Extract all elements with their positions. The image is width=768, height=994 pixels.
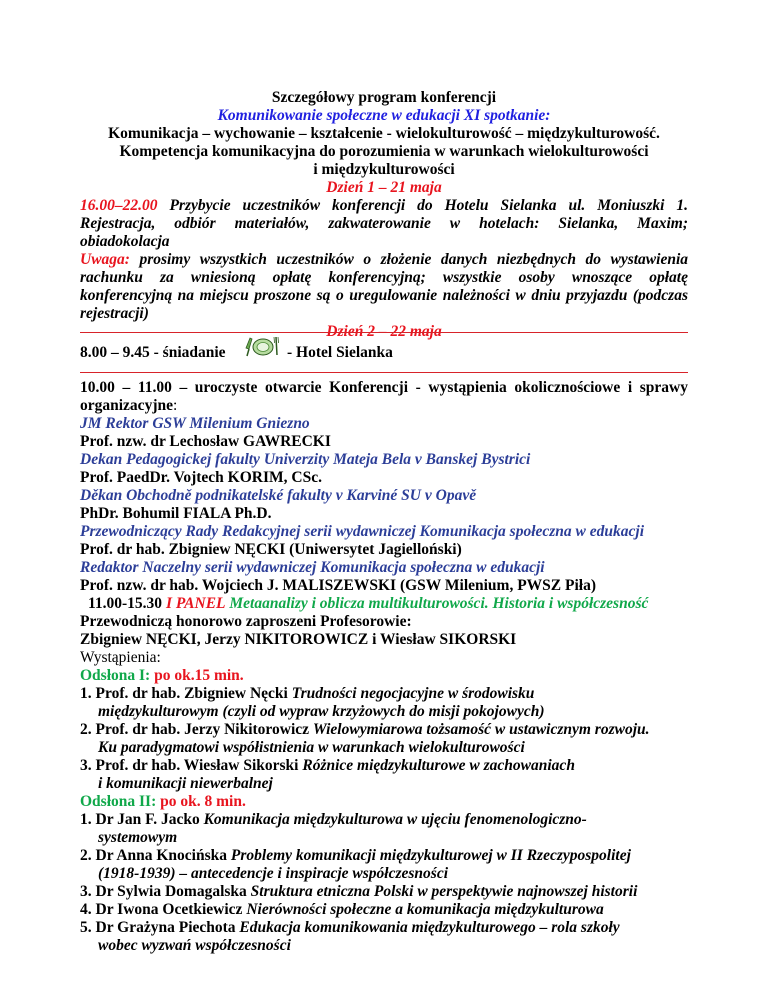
speaker-role-5: Redaktor Naczelny serii wydawniczej Komunikacja społeczna w edukacji [80, 559, 545, 576]
speaker-role-1: JM Rektor GSW Milenium Gniezno [80, 415, 310, 432]
opening-line-1: 10.00 – 11.00 – uroczyste otwarcie Konferencji - wystąpienia okolicznościowe i sprawy [80, 379, 688, 396]
program-title: Szczegółowy program konferencji [271, 89, 497, 106]
s2-talk-1-name: Dr Jan F. Jacko [95, 811, 200, 828]
note-line-1 [80, 251, 688, 269]
note-line-2: rachunku za wniesioną opłatę konferencyjną; wszystkie osoby wnoszące opłatę [80, 269, 688, 286]
talks-label: Wystąpienia: [80, 649, 161, 666]
s1-talk-3-cont: i komunikacji niewerbalnej [98, 775, 273, 792]
s2-talk-3-title: Struktura etniczna Polski w perspektywie najnowszej historii [250, 883, 638, 900]
panel-line [88, 595, 648, 613]
s2-talk-2 [80, 847, 631, 865]
note-line-4: rejestracji) [80, 305, 149, 322]
opening-text-2: organizacyjne [80, 397, 173, 414]
s1-talk-2-cont: Ku paradygmatowi współistnienia w warunkach wielokulturowości [98, 739, 525, 756]
day1-time: 16.00–22.00 [80, 197, 158, 214]
day2-heading: Dzień 2 – 22 maja [326, 323, 442, 340]
theme-line-2: Kompetencja komunikacyjna do porozumienia w warunkach wielokulturowości [119, 143, 649, 160]
s2-talk-4-name: Dr Iwona Ocetkiewicz [95, 901, 243, 918]
s1-talk-3-title: Różnice międzykulturowe w zachowaniach [302, 757, 575, 774]
s1-talk-1-name: Prof. dr hab. Zbigniew Nęcki [95, 685, 288, 702]
s2-talk-4-num: 4. [80, 901, 92, 918]
speaker-role-3: Děkan Obchodně podnikatelské fakulty v Karviné SU v Opavě [80, 487, 477, 504]
panel-time: 11.00-15.30 [88, 595, 163, 612]
speaker-name-5: Prof. nzw. dr hab. Wojciech J. MALISZEWSKI (GSW Milenium, PWSZ Piła) [80, 577, 597, 594]
s2-talk-4 [80, 901, 604, 919]
s2-talk-3-name: Dr Sylwia Domagalska [95, 883, 247, 900]
divider-bottom [80, 372, 688, 373]
opening-colon: : [172, 397, 178, 414]
s2-talk-5-cont: wobec wyzwań współczesności [98, 937, 291, 954]
theme-line-1: Komunikacja – wychowanie – kształcenie - wielokulturowość – międzykulturowość. [108, 125, 660, 142]
session2-label: Odsłona II: [80, 793, 157, 810]
note-line-3: konferencyjną na miejscu proszone są o uregulowanie należności w dniu przyjazdu (podczas [80, 287, 688, 304]
s1-talk-1-cont: międzykulturowym (czyli od wypraw krzyżowych do misji pokojowych) [98, 703, 545, 720]
divider-top [80, 332, 688, 333]
s1-talk-3-num: 3. [80, 757, 92, 774]
s2-talk-5-num: 5. [80, 919, 92, 936]
session2-duration: po ok. 8 min. [160, 793, 246, 810]
speaker-name-2: Prof. PaedDr. Vojtech KORIM, CSc. [80, 469, 322, 486]
s2-talk-3-num: 3. [80, 883, 92, 900]
s1-talk-1 [80, 685, 534, 703]
note-label: Uwaga: [80, 251, 130, 268]
s2-talk-1-num: 1. [80, 811, 92, 828]
day1-line-3: obiadokolacja [80, 233, 170, 250]
s1-talk-3 [80, 757, 575, 775]
s1-talk-2-name: Prof. dr hab. Jerzy Nikitorowicz [95, 721, 310, 738]
breakfast-right: - Hotel Sielanka [287, 344, 393, 361]
panel-label: I PANEL [165, 595, 226, 612]
day1-text-1: Przybycie uczestników konferencji do Hotelu Sielanka ul. Moniuszki 1. [169, 197, 688, 214]
opening-line-2 [80, 397, 177, 415]
note-text-1: prosimy wszystkich uczestników o złożenie danych niezbędnych do wystawienia [139, 251, 689, 268]
speaker-role-2: Dekan Pedagogickej fakulty Univerzity Mateja Bela v Banskej Bystrici [80, 451, 531, 468]
session2-heading [80, 793, 246, 811]
s2-talk-1 [80, 811, 587, 829]
s2-talk-2-cont: (1918-1939) – antecedencje i inspiracje współczesności [98, 865, 448, 882]
s1-talk-1-num: 1. [80, 685, 92, 702]
s2-talk-5 [80, 919, 620, 937]
s1-talk-3-name: Prof. dr hab. Wiesław Sikorski [95, 757, 299, 774]
plate-cutlery-icon [244, 334, 282, 358]
speaker-role-4: Przewodniczący Rady Redakcyjnej serii wydawniczej Komunikacja społeczna w edukacji [80, 523, 645, 540]
s2-talk-5-name: Dr Grażyna Piechota [95, 919, 236, 936]
s2-talk-2-title: Problemy komunikacji międzykulturowej w II Rzeczypospolitej [230, 847, 631, 864]
day1-line-2: Rejestracja, odbiór materiałów, zakwaterowanie w hotelach: Sielanka, Maxim; [80, 215, 688, 232]
panel-title: Metaanalizy i oblicza multikulturowości. Historia i współczesność [229, 595, 649, 612]
chairs-label: Przewodniczą honorowo zaproszeni Profesorowie: [80, 613, 412, 630]
s1-talk-2-num: 2. [80, 721, 92, 738]
s2-talk-2-name: Dr Anna Knocińska [95, 847, 228, 864]
conference-subtitle: Komunikowanie społeczne w edukacji XI spotkanie: [217, 107, 551, 124]
speaker-name-3: PhDr. Bohumil FIALA Ph.D. [80, 505, 272, 522]
theme-line-3: i międzykulturowości [313, 161, 455, 178]
s2-talk-1-cont: systemowym [98, 829, 178, 846]
session1-duration: po ok.15 min. [154, 667, 244, 684]
breakfast-left: 8.00 – 9.45 - śniadanie [80, 344, 226, 361]
session1-label: Odsłona I: [80, 667, 151, 684]
s2-talk-3 [80, 883, 637, 901]
speaker-name-4: Prof. dr hab. Zbigniew NĘCKI (Uniwersytet Jagielloński) [80, 541, 462, 558]
s2-talk-4-title: Nierówności społeczne a komunikacja międzykulturowa [246, 901, 604, 918]
s2-talk-1-title: Komunikacja międzykulturowa w ujęciu fenomenologiczno- [203, 811, 587, 828]
s1-talk-2-title: Wielowymiarowa tożsamość w ustawicznym rozwoju. [312, 721, 650, 738]
s1-talk-1-title: Trudności negocjacyjne w środowisku [291, 685, 535, 702]
s1-talk-2 [80, 721, 650, 739]
chairs-names: Zbigniew NĘCKI, Jerzy NIKITOROWICZ i Wiesław SIKORSKI [80, 631, 517, 648]
day1-heading: Dzień 1 – 21 maja [326, 179, 442, 196]
s2-talk-2-num: 2. [80, 847, 92, 864]
day1-line-1 [80, 197, 688, 215]
s2-talk-5-title: Edukacja komunikowania międzykulturowego – rola szkoły [239, 919, 620, 936]
speaker-name-1: Prof. nzw. dr Lechosław GAWRECKI [80, 433, 331, 450]
session1-heading [80, 667, 244, 685]
